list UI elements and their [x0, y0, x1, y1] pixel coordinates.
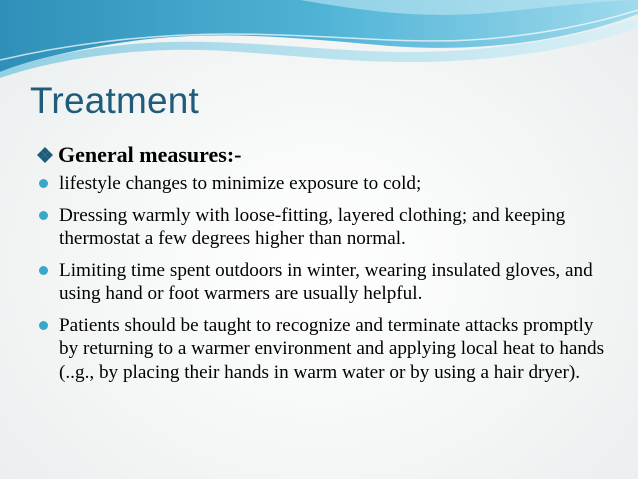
subheading-text: General measures:- — [58, 142, 242, 167]
subheading — [34, 142, 242, 168]
bullet-list — [38, 172, 608, 392]
list-item-text: Limiting time spent outdoors in winter, wearing insulated gloves, and using hand or foot warmers are usually helpful. — [59, 259, 593, 304]
round-bullet-icon — [39, 321, 48, 330]
diamond-bullet-icon — [34, 145, 56, 165]
list-item-text: Patients should be taught to recognize and terminate attacks promptly by returning to a warmer environment and applying local heat to hands (..g., by placing their hands in warm water or by using a hair dryer). — [59, 314, 605, 383]
header-wave-decoration — [0, 0, 638, 80]
list-item — [38, 259, 608, 306]
list-item — [38, 314, 608, 385]
slide-title: Treatment — [30, 80, 200, 121]
list-item-text: Dressing warmly with loose-fitting, layered clothing; and keeping thermostat a few degrees higher than normal. — [59, 204, 566, 249]
list-item — [38, 172, 608, 196]
round-bullet-icon — [39, 179, 48, 188]
round-bullet-icon — [39, 266, 48, 275]
list-item-text: lifestyle changes to minimize exposure to cold; — [59, 173, 422, 194]
round-bullet-icon — [39, 211, 48, 220]
list-item — [38, 204, 608, 251]
